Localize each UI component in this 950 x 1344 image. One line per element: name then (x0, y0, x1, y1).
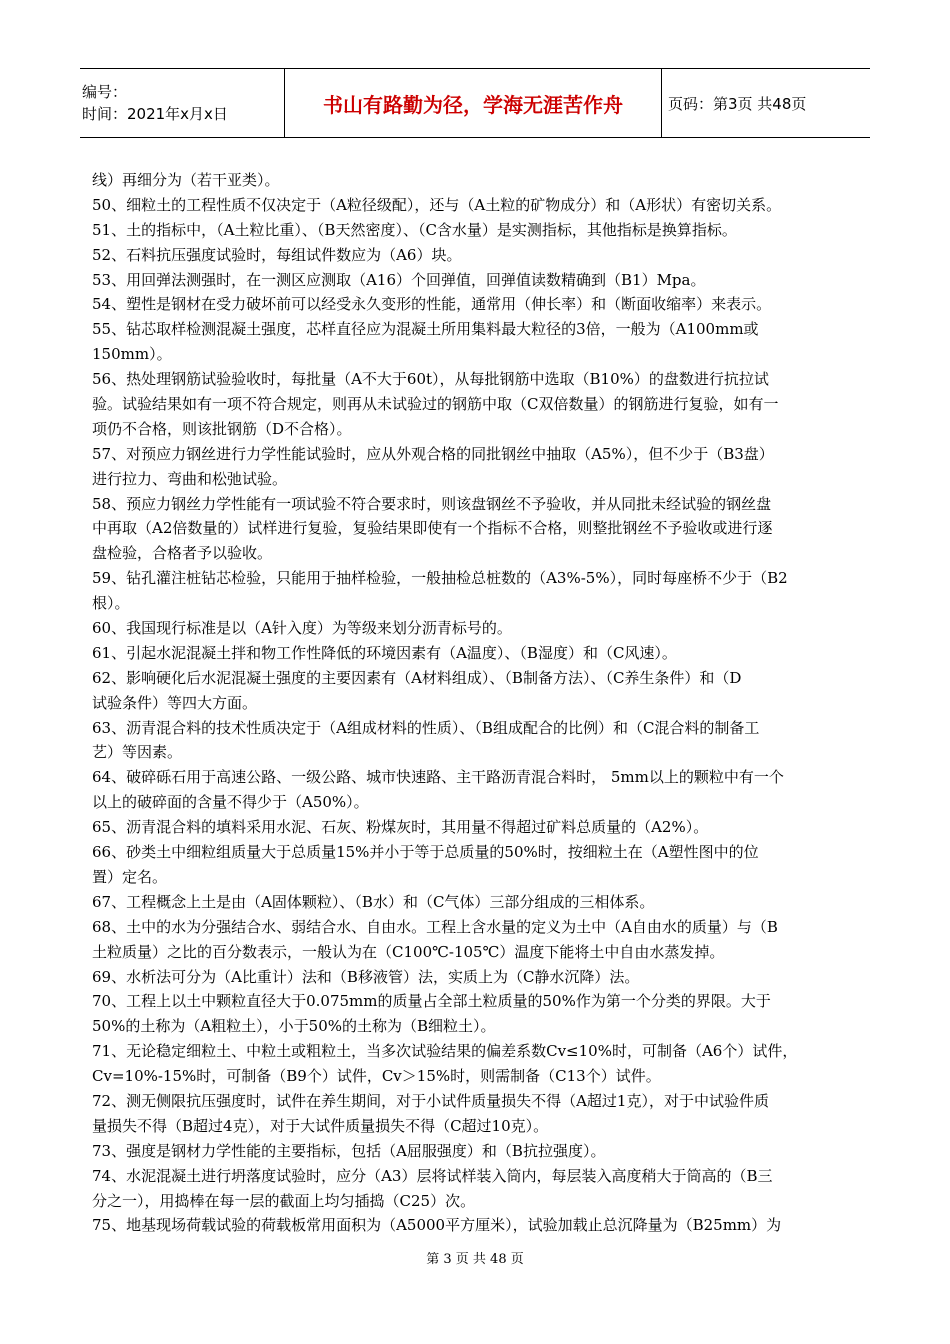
header-meta (80, 69, 285, 137)
text-line: 试验条件）等四大方面。 (92, 693, 258, 712)
text-line: 53、用回弹法测强时，在一测区应测取（A16）个回弹值，回弹值读数精确到（B1）Mpa。 (92, 270, 706, 289)
text-line: 61、引起水泥混凝土拌和物工作性降低的环境因素有（A温度）、（B湿度）和（C风速）。 (92, 643, 677, 662)
text-line: 验。试验结果如有一项不符合规定，则再从未试验过的钢筋中取（C双倍数量）的钢筋进行复验，如有一 (92, 395, 779, 414)
text-line: 60、我国现行标准是以（A针入度）为等级来划分沥青标号的。 (92, 619, 512, 638)
header-motto: 书山有路勤为径，学海无涯苦作舟 (323, 92, 623, 117)
text-line: 项仍不合格，则该批钢筋（D不合格）。 (92, 419, 352, 438)
text-line: 土粒质量）之比的百分数表示，一般认为在（C100℃-105℃）温度下能将土中自由水蒸发掉。 (92, 942, 725, 961)
text-line: 72、测无侧限抗压强度时，试件在养生期间，对于小试件质量损失不得（A超过1克），对于中试验件质 (92, 1091, 769, 1110)
text-line: 置）定名。 (92, 867, 168, 886)
text-line: 66、砂类土中细粒组质量大于总质量15%并小于等于总质量的50%时，按细粒土在（A塑性图中的位 (92, 843, 759, 862)
text-line: 62、影响硬化后水泥混凝土强度的主要因素有（A材料组成）、（B制备方法）、（C养生条件）和（D (92, 668, 742, 687)
text-line: 以上的破碎面的含量不得少于（A50%）。 (92, 793, 369, 812)
text-line: 68、土中的水为分强结合水、弱结合水、自由水。工程上含水量的定义为土中（A自由水的质量）与（B (92, 917, 778, 936)
text-line: 50、细粒土的工程性质不仅决定于（A粒径级配），还与（A土粒的矿物成分）和（A形状）有密切关系。 (92, 195, 782, 214)
text-line: 55、钻芯取样检测混凝土强度，芯样直径应为混凝土所用集料最大粒径的3倍，一般为（A100mm或 (92, 320, 759, 339)
text-line: 73、强度是钢材力学性能的主要指标，包括（A屈服强度）和（B抗拉强度）。 (92, 1141, 606, 1160)
text-line: 70、工程上以土中颗粒直径大于0.075mm的质量占全部土粒质量的50%作为第一个分类的界限。大于 (92, 992, 771, 1011)
text-line: 150mm）。 (92, 345, 172, 364)
text-line: 75、地基现场荷载试验的荷载板常用面积为（A5000平方厘米），试验加载止总沉降量为（B25mm）为 (92, 1216, 782, 1235)
header-motto-cell (285, 69, 662, 137)
text-line: 根）。 (92, 594, 130, 613)
text-line: 量损失不得（B超过4克），对于大试件质量损失不得（C超过10克）。 (92, 1116, 549, 1135)
text-line: 盘检验，合格者予以验收。 (92, 544, 273, 563)
text-line: 艺）等因素。 (92, 743, 183, 762)
text-line: 分之一），用捣棒在每一层的截面上均匀插捣（C25）次。 (92, 1191, 476, 1210)
page-footer: 第 3 页 共 48 页 (426, 1252, 524, 1267)
text-line: 58、预应力钢丝力学性能有一项试验不符合要求时，则该盘钢丝不予验收，并从同批未经试验的钢丝盘 (92, 494, 772, 513)
text-line: 57、对预应力钢丝进行力学性能试验时，应从外观合格的同批钢丝中抽取（A5%），但不少于（B3盘） (92, 444, 774, 463)
text-line: 74、水泥混凝土进行坍落度试验时，应分（A3）层将试样装入筒内，每层装入高度稍大于筒高的（B三 (92, 1166, 773, 1185)
text-line: 65、沥青混合料的填料采用水泥、石灰、粉煤灰时，其用量不得超过矿料总质量的（A2%）。 (92, 818, 709, 837)
text-line: 54、塑性是钢材在受力破坏前可以经受永久变形的性能，通常用（伸长率）和（断面收缩率）来表示。 (92, 295, 772, 314)
text-line: 63、沥青混合料的技术性质决定于（A组成材料的性质）、（B组成配合的比例）和（C混合料的制备工 (92, 718, 760, 737)
document-body (92, 168, 874, 1238)
text-line: 56、热处理钢筋试验验收时，每批量（A不大于60t），从每批钢筋中选取（B10%）的盘数进行抗拉试 (92, 370, 769, 389)
text-line: 50%的土称为（A粗粒土），小于50%的土称为（B细粒土）。 (92, 1017, 496, 1036)
page-header (80, 68, 870, 138)
text-line: 51、土的指标中，（A土粒比重）、（B天然密度）、（C含水量）是实测指标，其他指标是换算指标。 (92, 220, 737, 239)
text-line: 线）再细分为（若干亚类）。 (92, 171, 280, 189)
text-line: 中再取（A2倍数量的）试样进行复验，复验结果即使有一个指标不合格，则整批钢丝不予验收或进行逐 (92, 519, 773, 538)
document-number-label: 编号： (82, 83, 128, 101)
header-page-cell (662, 69, 870, 137)
document-date-label: 时间：2021年x月x日 (82, 105, 228, 123)
text-line: 进行拉力、弯曲和松弛试验。 (92, 469, 288, 488)
text-line: 67、工程概念上土是由（A固体颗粒）、（B水）和（C气体）三部分组成的三相体系。 (92, 892, 655, 911)
header-page-number: 页码：第3页 共48页 (668, 94, 807, 113)
text-line: 64、破碎砾石用于高速公路、一级公路、城市快速路、主干路沥青混合料时， 5mm以上的颗粒中有一个 (92, 768, 784, 787)
text-line: 69、水析法可分为（A比重计）法和（B移液管）法，实质上为（C静水沉降）法。 (92, 967, 640, 986)
text-line: 71、无论稳定细粒土、中粒土或粗粒土，当多次试验结果的偏差系数Cv≤10%时，可制备（A6个）试件， (92, 1042, 798, 1061)
text-line: 59、钻孔灌注桩钻芯检验，只能用于抽样检验，一般抽检总桩数的（A3%-5%），同时每座桥不少于（B2 (92, 569, 788, 588)
text-line: 52、石料抗压强度试验时，每组试件数应为（A6）块。 (92, 245, 462, 264)
text-line: Cv=10%-15%时，可制备（B9个）试件，Cv＞15%时，则需制备（C13个）试件。 (92, 1067, 661, 1086)
